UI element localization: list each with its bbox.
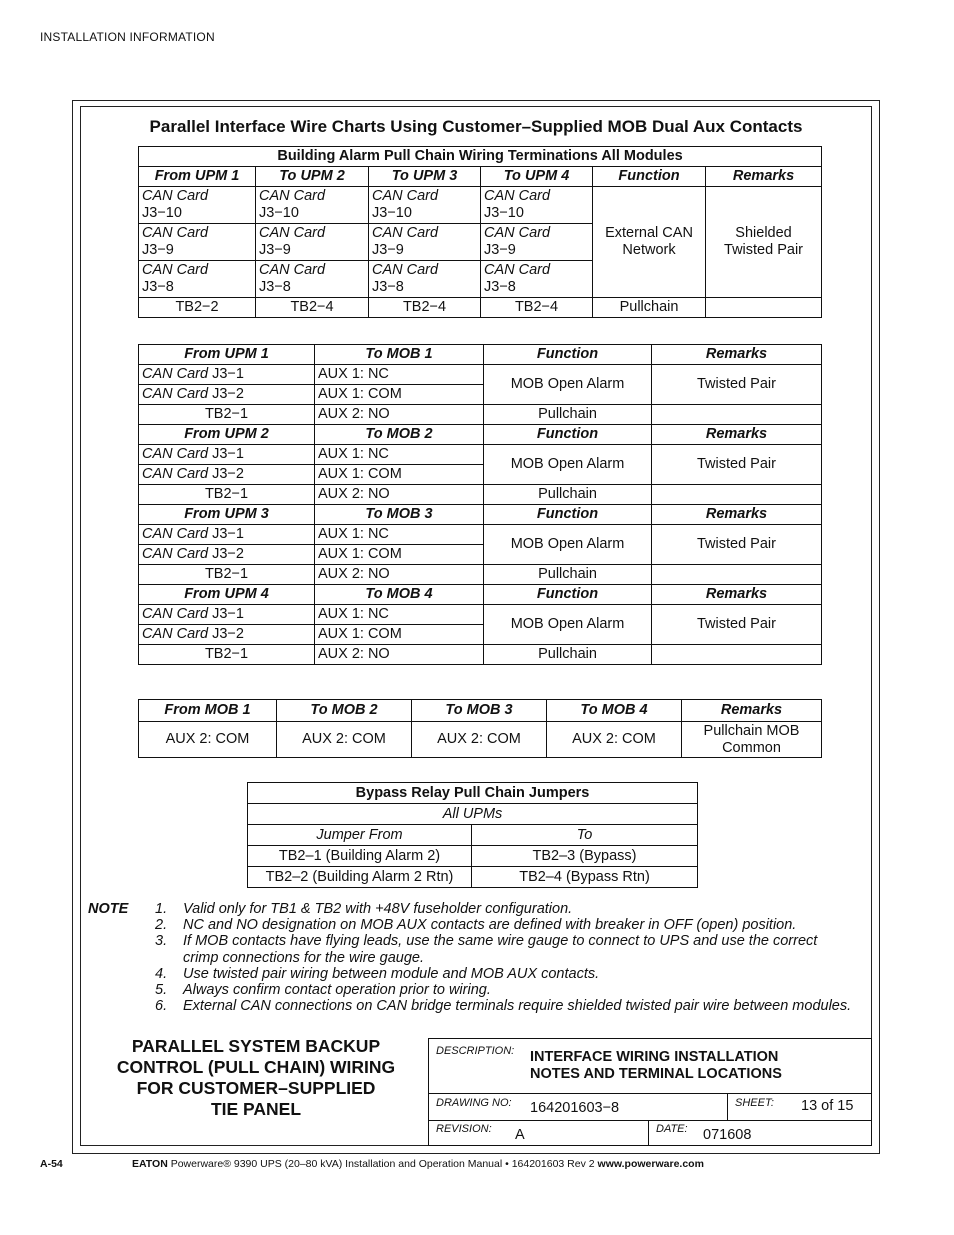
drawing-title-line: CONTROL (PULL CHAIN) WIRING — [116, 1057, 396, 1077]
cell-value: Pullchain — [484, 645, 652, 665]
cell-value: AUX 2: NO — [315, 405, 484, 425]
bypass-jumpers-table — [247, 782, 698, 888]
table-row — [139, 298, 822, 318]
cell-value: J3−8 — [259, 279, 291, 295]
cell-value: TB2−1 — [139, 645, 315, 665]
note-label: NOTE — [88, 901, 129, 917]
cell-value — [652, 565, 822, 585]
can-card-label: CAN Card — [142, 466, 209, 482]
cell-value: TB2–4 (Bypass Rtn) — [472, 867, 698, 888]
can-card-label: CAN Card — [142, 546, 209, 562]
building-alarm-table — [138, 146, 822, 318]
column-header: To MOB 4 — [315, 585, 484, 605]
cell-value: AUX 1: COM — [315, 385, 484, 405]
footer-brand: EATON — [132, 1158, 168, 1170]
cell-value: J3−10 — [484, 205, 524, 221]
function-cell: MOB Open Alarm — [484, 605, 652, 645]
can-card-label: CAN Card — [142, 225, 209, 241]
cell-value: TB2−1 — [139, 405, 315, 425]
cell-value: TB2–2 (Building Alarm 2 Rtn) — [248, 867, 472, 888]
cell-value: J3−1 — [212, 606, 244, 622]
mob-common-table — [138, 699, 822, 758]
column-header: To UPM 3 — [369, 167, 481, 187]
can-card-label: CAN Card — [142, 446, 209, 462]
upm-group-3 — [139, 505, 822, 585]
description-label: DESCRIPTION: — [436, 1045, 515, 1057]
column-header: Jumper From — [248, 825, 472, 846]
drawing-title-line: TIE PANEL — [210, 1099, 302, 1119]
table-row — [248, 846, 698, 867]
cell-value: TB2−4 — [481, 298, 593, 318]
footer-url: www.powerware.com — [597, 1158, 704, 1170]
column-header: From UPM 2 — [139, 425, 315, 445]
cell-value: AUX 2: COM — [412, 722, 547, 758]
column-header: Remarks — [652, 585, 822, 605]
cell-value: J3−1 — [212, 526, 244, 542]
table-row — [139, 365, 822, 385]
description-line: NOTES AND TERMINAL LOCATIONS — [530, 1066, 782, 1082]
cell-value: TB2–1 (Building Alarm 2) — [248, 846, 472, 867]
can-card-label: CAN Card — [259, 262, 326, 278]
drawing-no-box — [428, 1093, 728, 1121]
note-text: NC and NO designation on MOB AUX contacts are defined with breaker in OFF (open) position. — [183, 917, 797, 934]
table-caption: Bypass Relay Pull Chain Jumpers — [248, 783, 698, 804]
cell-value: J3−9 — [484, 242, 516, 258]
note-item — [155, 933, 855, 965]
drawing-title-line: PARALLEL SYSTEM BACKUP — [131, 1036, 381, 1056]
can-card-label: CAN Card — [372, 225, 439, 241]
column-header: To MOB 4 — [547, 700, 682, 722]
cell-value — [652, 405, 822, 425]
note-item — [155, 901, 855, 917]
cell-value: J3−9 — [372, 242, 404, 258]
function-cell: External CAN Network — [593, 187, 706, 298]
remarks-cell: Twisted Pair — [652, 445, 822, 485]
note-number: 6. — [155, 998, 168, 1015]
column-header: Function — [593, 167, 706, 187]
cell-value: J3−2 — [212, 386, 244, 402]
column-header: Remarks — [652, 505, 822, 525]
drawing-no-label: DRAWING NO: — [436, 1097, 512, 1109]
note-number: 3. — [155, 933, 168, 950]
remarks-cell: Twisted Pair — [652, 605, 822, 645]
description-line: INTERFACE WIRING INSTALLATION — [530, 1049, 779, 1065]
table-row — [248, 867, 698, 888]
note-text: If MOB contacts have flying leads, use the same wire gauge to connect to UPS and use the correct crimp connections for the wire gauge. — [183, 933, 818, 966]
remarks-cell: Twisted Pair — [652, 365, 822, 405]
upm-mob-table — [138, 344, 822, 665]
cell-value — [706, 298, 822, 318]
can-card-label: CAN Card — [142, 188, 209, 204]
revision-value: A — [515, 1127, 525, 1143]
cell-value: Pullchain MOB Common — [682, 722, 822, 758]
title-block — [428, 1038, 872, 1146]
column-header: To UPM 4 — [481, 167, 593, 187]
column-header: From UPM 4 — [139, 585, 315, 605]
cell-value: J3−2 — [212, 546, 244, 562]
drawing-title-line: FOR CUSTOMER–SUPPLIED — [136, 1078, 376, 1098]
column-header: To MOB 2 — [315, 425, 484, 445]
column-header: From UPM 3 — [139, 505, 315, 525]
revision-box — [428, 1120, 649, 1146]
column-header: To UPM 2 — [256, 167, 369, 187]
can-card-label: CAN Card — [142, 386, 209, 402]
note-number: 2. — [155, 917, 168, 934]
date-label: DATE: — [656, 1123, 688, 1135]
notes-list — [155, 901, 855, 1014]
cell-value: AUX 1: NC — [315, 605, 484, 625]
sheet-label: SHEET: — [735, 1097, 774, 1109]
table-row — [139, 445, 822, 465]
table-caption: Building Alarm Pull Chain Wiring Terminations All Modules — [139, 147, 822, 167]
upm-group-2 — [139, 425, 822, 505]
date-box — [648, 1120, 872, 1146]
column-header: Function — [484, 505, 652, 525]
cell-value: AUX 2: COM — [277, 722, 412, 758]
cell-value: AUX 1: COM — [315, 545, 484, 565]
note-item — [155, 966, 855, 982]
function-cell: MOB Open Alarm — [484, 365, 652, 405]
column-header: Remarks — [652, 425, 822, 445]
can-card-label: CAN Card — [142, 526, 209, 542]
upm-group-4 — [139, 585, 822, 665]
note-item — [155, 982, 855, 998]
can-card-label: CAN Card — [484, 225, 551, 241]
cell-value: AUX 2: COM — [547, 722, 682, 758]
can-card-label: CAN Card — [484, 262, 551, 278]
cell-value: J3−1 — [212, 366, 244, 382]
cell-value: Pullchain — [593, 298, 706, 318]
cell-value: J3−8 — [484, 279, 516, 295]
sheet-box — [727, 1093, 872, 1121]
table-subcaption: All UPMs — [248, 804, 698, 825]
can-card-label: CAN Card — [142, 262, 209, 278]
cell-value: J3−2 — [212, 466, 244, 482]
column-header: To MOB 3 — [315, 505, 484, 525]
column-header: To — [472, 825, 698, 846]
column-header: From UPM 1 — [139, 167, 256, 187]
cell-value: J3−8 — [372, 279, 404, 295]
column-header: Remarks — [652, 345, 822, 365]
cell-value: Pullchain — [484, 565, 652, 585]
cell-value: TB2−1 — [139, 485, 315, 505]
function-cell: MOB Open Alarm — [484, 525, 652, 565]
cell-value: AUX 1: NC — [315, 445, 484, 465]
column-header: Function — [484, 425, 652, 445]
cell-value: AUX 2: NO — [315, 565, 484, 585]
description-value — [530, 1049, 782, 1083]
can-card-label: CAN Card — [484, 188, 551, 204]
cell-value: TB2−4 — [256, 298, 369, 318]
remarks-cell: Twisted Pair — [652, 525, 822, 565]
column-header: From UPM 1 — [139, 345, 315, 365]
can-card-label: CAN Card — [142, 606, 209, 622]
note-item — [155, 998, 855, 1014]
drawing-no-value: 164201603−8 — [530, 1100, 620, 1116]
cell-value: J3−10 — [372, 205, 412, 221]
table-row — [139, 405, 822, 425]
section-header: INSTALLATION INFORMATION — [40, 30, 215, 44]
upm-group-1 — [139, 345, 822, 425]
page-number: A-54 — [40, 1158, 63, 1170]
cell-value: AUX 1: COM — [315, 465, 484, 485]
table-row — [139, 187, 822, 224]
note-number: 5. — [155, 982, 168, 999]
can-card-label: CAN Card — [259, 188, 326, 204]
column-header: To MOB 2 — [277, 700, 412, 722]
cell-value — [652, 645, 822, 665]
drawing-title — [86, 1036, 426, 1120]
cell-value: TB2–3 (Bypass) — [472, 846, 698, 867]
can-card-label: CAN Card — [372, 188, 439, 204]
can-card-label: CAN Card — [372, 262, 439, 278]
cell-value: J3−9 — [259, 242, 291, 258]
column-header: Function — [484, 345, 652, 365]
note-number: 4. — [155, 965, 168, 982]
table-row — [139, 605, 822, 625]
cell-value: TB2−1 — [139, 565, 315, 585]
sheet-value: 13 of 15 — [801, 1098, 854, 1114]
cell-value: TB2−4 — [369, 298, 481, 318]
table-row — [139, 565, 822, 585]
footer-manual: Powerware® 9390 UPS (20–80 kVA) Installation and Operation Manual • 164201603 Rev 2 — [170, 1158, 595, 1170]
can-card-label: CAN Card — [259, 225, 326, 241]
cell-value: J3−10 — [142, 205, 182, 221]
table-row — [139, 525, 822, 545]
column-header: From MOB 1 — [139, 700, 277, 722]
cell-value: J3−9 — [142, 242, 174, 258]
column-header: Remarks — [706, 167, 822, 187]
can-card-label: CAN Card — [142, 366, 209, 382]
description-box — [428, 1038, 872, 1094]
table-row — [139, 645, 822, 665]
column-header: Function — [484, 585, 652, 605]
cell-value: AUX 2: NO — [315, 485, 484, 505]
cell-value: J3−2 — [212, 626, 244, 642]
cell-value — [652, 485, 822, 505]
column-header: Remarks — [682, 700, 822, 722]
note-item — [155, 917, 855, 933]
note-text: External CAN connections on CAN bridge terminals require shielded twisted pair wire between modules. — [183, 998, 852, 1015]
cell-value: Pullchain — [484, 485, 652, 505]
remarks-cell: Shielded Twisted Pair — [706, 187, 822, 298]
cell-value: AUX 1: COM — [315, 625, 484, 645]
date-value: 071608 — [703, 1127, 752, 1143]
note-text: Always confirm contact operation prior to wiring. — [183, 982, 491, 999]
footer-text — [132, 1158, 704, 1170]
cell-value: AUX 1: NC — [315, 365, 484, 385]
note-number: 1. — [155, 901, 168, 917]
page-title: Parallel Interface Wire Charts Using Customer–Supplied MOB Dual Aux Contacts — [149, 117, 803, 136]
note-text: Use twisted pair wiring between module and MOB AUX contacts. — [183, 965, 600, 982]
cell-value: J3−1 — [212, 446, 244, 462]
table-row — [139, 485, 822, 505]
revision-label: REVISION: — [436, 1123, 492, 1135]
column-header: To MOB 1 — [315, 345, 484, 365]
cell-value: AUX 2: COM — [139, 722, 277, 758]
function-cell: MOB Open Alarm — [484, 445, 652, 485]
note-text: Valid only for TB1 & TB2 with +48V fuseholder configuration. — [183, 901, 573, 917]
cell-value: Pullchain — [484, 405, 652, 425]
cell-value: J3−8 — [142, 279, 174, 295]
cell-value: TB2−2 — [139, 298, 256, 318]
cell-value: AUX 2: NO — [315, 645, 484, 665]
table-row — [139, 722, 822, 758]
column-header: To MOB 3 — [412, 700, 547, 722]
cell-value: J3−10 — [259, 205, 299, 221]
cell-value: AUX 1: NC — [315, 525, 484, 545]
can-card-label: CAN Card — [142, 626, 209, 642]
